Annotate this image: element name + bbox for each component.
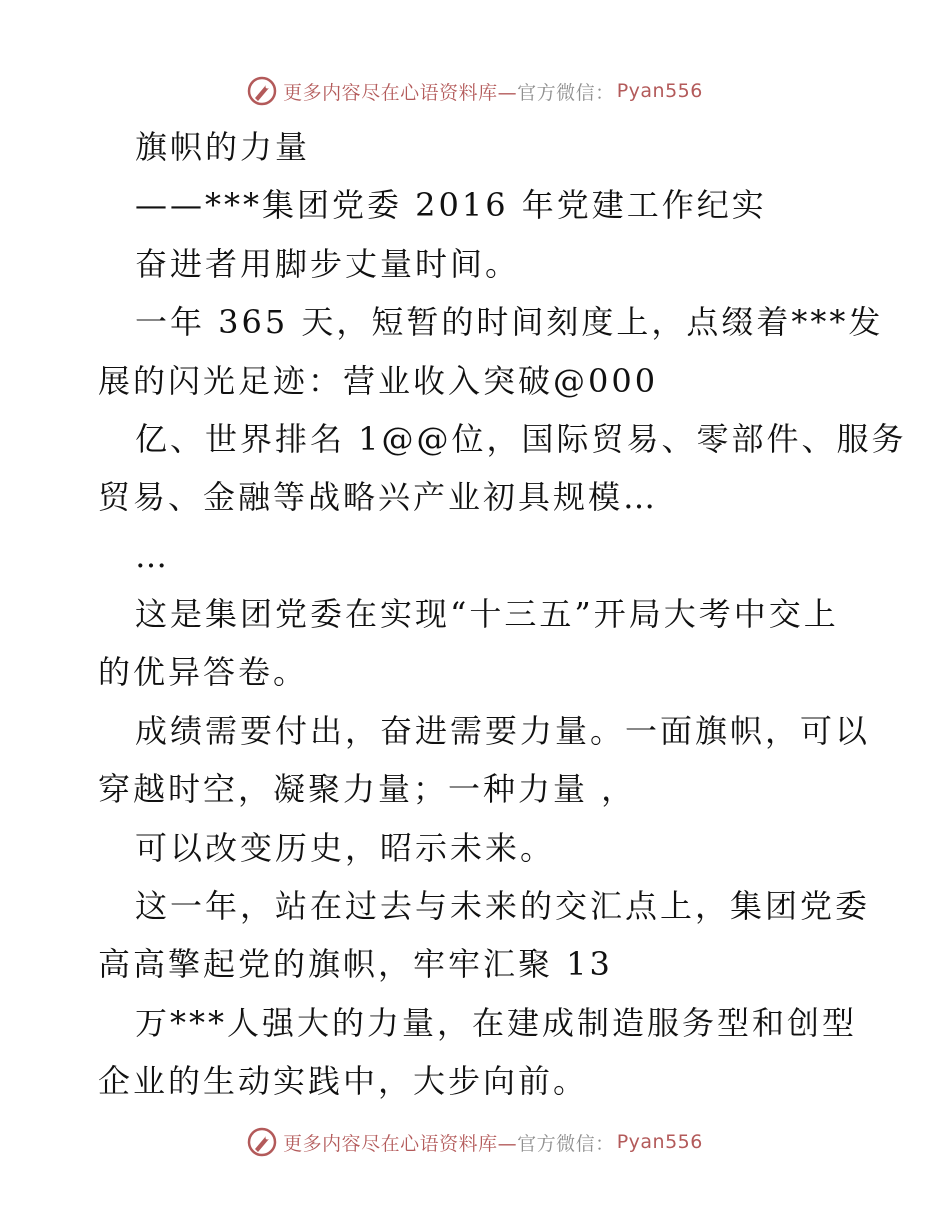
text-line: 奋进者用脚步丈量时间。 [135, 245, 521, 283]
text-line: 这是集团党委在实现“十三五”开局大考中交上 [135, 595, 839, 633]
document-subtitle: ——***集团党委 2016 年党建工作纪实 [135, 186, 767, 224]
footer-watermark [0, 1122, 950, 1162]
text-line: 亿、世界排名 1@@位，国际贸易、零部件、服务 [135, 420, 907, 458]
watermark-site-text: 更多内容尽在心语资料库— [283, 81, 518, 104]
text-line: 穿越时空，凝聚力量；一种力量 ， [98, 770, 637, 808]
watermark-site-text: 更多内容尽在心语资料库— [283, 1132, 518, 1155]
watermark-official-text: 官方微信： [517, 1132, 615, 1155]
document-title: 旗帜的力量 [135, 128, 311, 166]
text-line: 企业的生动实践中，大步向前。 [98, 1062, 589, 1100]
text-line: 高高擎起党的旗帜，牢牢汇聚 13 [98, 945, 613, 983]
watermark-wechat-id: Pyan556 [616, 1131, 703, 1153]
watermark-official-text: 官方微信： [517, 81, 615, 104]
text-line: 贸易、金融等战略兴产业初具规模… [98, 478, 659, 516]
text-line: 万***人强大的力量，在建成制造服务型和创型 [135, 1004, 858, 1042]
text-line: 成绩需要付出，奋进需要力量。一面旗帜，可以 [135, 712, 871, 750]
text-line: … [135, 537, 170, 575]
text-line: 一年 365 天，短暂的时间刻度上，点缀着***发 [135, 303, 884, 341]
text-line: 展的闪光足迹：营业收入突破@000 [98, 362, 659, 400]
text-line: 的优异答卷。 [98, 653, 309, 691]
text-line: 这一年，站在过去与未来的交汇点上，集团党委 [135, 887, 871, 925]
watermark-wechat-id: Pyan556 [616, 80, 703, 102]
text-line: 可以改变历史，昭示未来。 [135, 829, 556, 867]
pen-logo-icon [247, 76, 277, 106]
header-watermark [0, 71, 950, 111]
pen-logo-icon [247, 1127, 277, 1157]
